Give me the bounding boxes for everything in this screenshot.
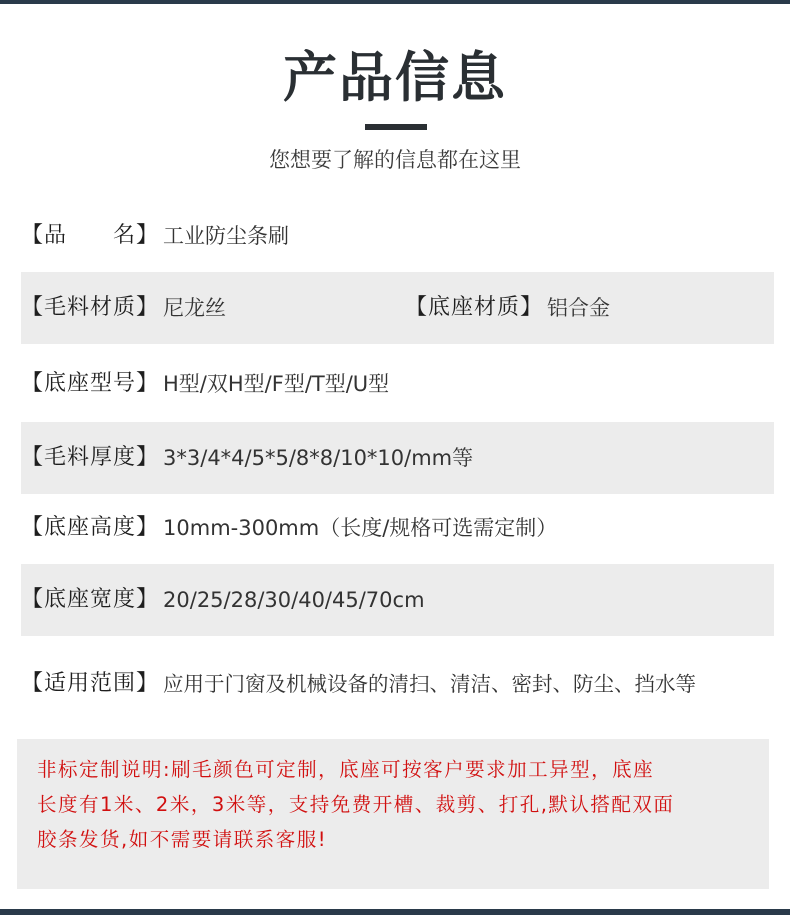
spec-value: 10mm-300mm（长度/规格可选需定制）: [163, 516, 558, 540]
spec-field: [405, 293, 610, 323]
spec-label: 【底座材质】: [405, 295, 544, 320]
spec-value: 3*3/4*4/5*5/8*8/10*10/mm等: [163, 446, 474, 470]
spec-value: 20/25/28/30/40/45/70cm: [163, 588, 425, 612]
spec-label: 【毛料材质】: [21, 295, 160, 320]
spec-field: [21, 669, 696, 699]
page-title: 产品信息: [283, 46, 507, 109]
spec-value: 铝合金: [547, 296, 611, 320]
spec-field: [21, 513, 557, 543]
spec-label: 【底座高度】: [21, 515, 160, 540]
bottom-accent-bar: [0, 909, 790, 915]
top-accent-bar: [0, 0, 790, 4]
spec-row-bristle-thickness: [21, 422, 774, 494]
spec-field: [21, 585, 425, 615]
note-line: 非标定制说明:刷毛颜色可定制，底座可按客户要求加工异型，底座: [37, 758, 655, 781]
spec-label: 【品 名】: [21, 223, 160, 248]
spec-label: 【底座型号】: [21, 371, 160, 396]
spec-row-product-name: [21, 200, 774, 272]
spec-value: 工业防尘条刷: [163, 224, 290, 248]
spec-value: H型/双H型/F型/T型/U型: [163, 372, 390, 396]
page-subtitle: 您想要了解的信息都在这里: [269, 148, 521, 172]
spec-field: [21, 443, 473, 473]
spec-value: 应用于门窗及机械设备的清扫、清洁、密封、防尘、挡水等: [163, 672, 697, 696]
note-line: 胶条发货,如不需要请联系客服!: [37, 828, 328, 851]
custom-order-note: [17, 739, 769, 889]
spec-field: [21, 293, 226, 323]
spec-row-base-width: [21, 564, 774, 636]
title-underline: [365, 124, 427, 130]
spec-field: [21, 369, 389, 399]
spec-row-base-model: [21, 346, 774, 422]
spec-row-materials: [21, 272, 774, 344]
note-line: 长度有1米、2米，3米等，支持免费开槽、裁剪、打孔,默认搭配双面: [37, 793, 675, 816]
spec-label: 【底座宽度】: [21, 587, 160, 612]
spec-field: [21, 221, 289, 251]
spec-label: 【适用范围】: [21, 671, 160, 696]
spec-row-application: [21, 640, 774, 728]
spec-value: 尼龙丝: [163, 296, 227, 320]
spec-row-base-height: [21, 494, 774, 562]
spec-label: 【毛料厚度】: [21, 445, 160, 470]
